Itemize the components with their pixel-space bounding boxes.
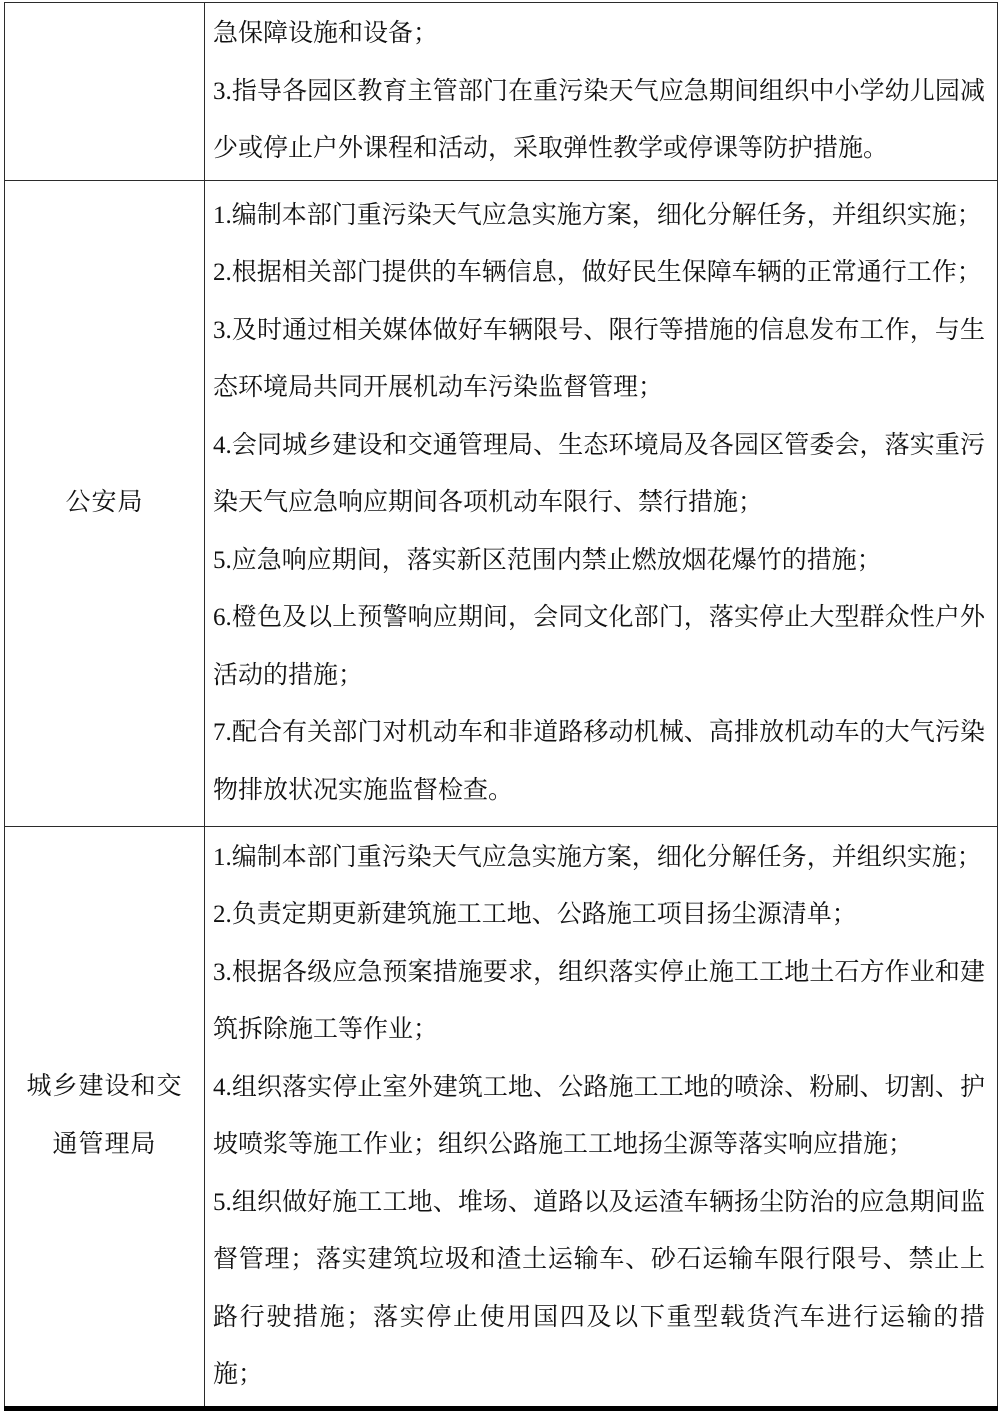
responsibility-table xyxy=(4,2,998,1411)
department-cell xyxy=(5,180,205,826)
duty-paragraph: 急保障设施和设备； xyxy=(213,20,439,47)
duty-paragraph: 2.根据相关部门提供的车辆信息，做好民生保障车辆的正常通行工作； xyxy=(213,259,982,287)
department-label: 公安局 xyxy=(65,489,144,516)
department-cell xyxy=(5,826,205,1408)
duty-paragraph: 4.会同城乡建设和交通管理局、生态环境局及各园区管委会，落实重污染天气应急响应期间各项机动车限行、禁行措施； xyxy=(213,431,985,517)
table-row xyxy=(5,3,998,181)
duty-paragraph: 4.组织落实停止室外建筑工地、公路施工工地的喷涂、粉刷、切割、护坡喷浆等施工作业；组织公路施工工地扬尘源等落实响应措施； xyxy=(213,1073,985,1158)
duties-cell xyxy=(205,826,998,1408)
department-cell xyxy=(5,3,205,181)
table-row xyxy=(5,180,998,826)
duty-paragraph: 6.橙色及以上预警响应期间，会同文化部门，落实停止大型群众性户外活动的措施； xyxy=(213,604,985,689)
duties-cell xyxy=(205,180,998,826)
department-label: 城乡建设和交通管理局 xyxy=(26,1073,183,1158)
duty-paragraph: 2.负责定期更新建筑施工工地、公路施工项目扬尘源清单； xyxy=(213,901,857,928)
duty-paragraph: 3.及时通过相关媒体做好车辆限号、限行等措施的信息发布工作，与生态环境局共同开展机动车污染监督管理； xyxy=(213,316,985,402)
table-row xyxy=(5,826,998,1408)
duty-paragraph: 1.编制本部门重污染天气应急实施方案，细化分解任务，并组织实施； xyxy=(213,201,982,229)
duty-paragraph: 1.编制本部门重污染天气应急实施方案，细化分解任务，并组织实施； xyxy=(213,843,982,871)
duty-paragraph: 3.指导各园区教育主管部门在重污染天气应急期间组织中小学幼儿园减少或停止户外课程和活动，采取弹性教学或停课等防护措施。 xyxy=(213,77,985,162)
duties-cell xyxy=(205,3,998,181)
duty-paragraph: 3.根据各级应急预案措施要求，组织落实停止施工工地土石方作业和建筑拆除施工等作业； xyxy=(213,958,985,1043)
document-page xyxy=(0,2,1000,1388)
duty-paragraph: 5.应急响应期间，落实新区范围内禁止燃放烟花爆竹的措施； xyxy=(213,546,882,574)
duty-paragraph: 7.配合有关部门对机动车和非道路移动机械、高排放机动车的大气污染物排放状况实施监督检查。 xyxy=(213,719,985,804)
duty-paragraph: 5.组织做好施工工地、堆场、道路以及运渣车辆扬尘防治的应急期间监督管理；落实建筑垃圾和渣土运输车、砂石运输车限行限号、禁止上路行驶措施；落实停止使用国四及以下重型载货汽车进行运输的措施； xyxy=(213,1188,985,1388)
